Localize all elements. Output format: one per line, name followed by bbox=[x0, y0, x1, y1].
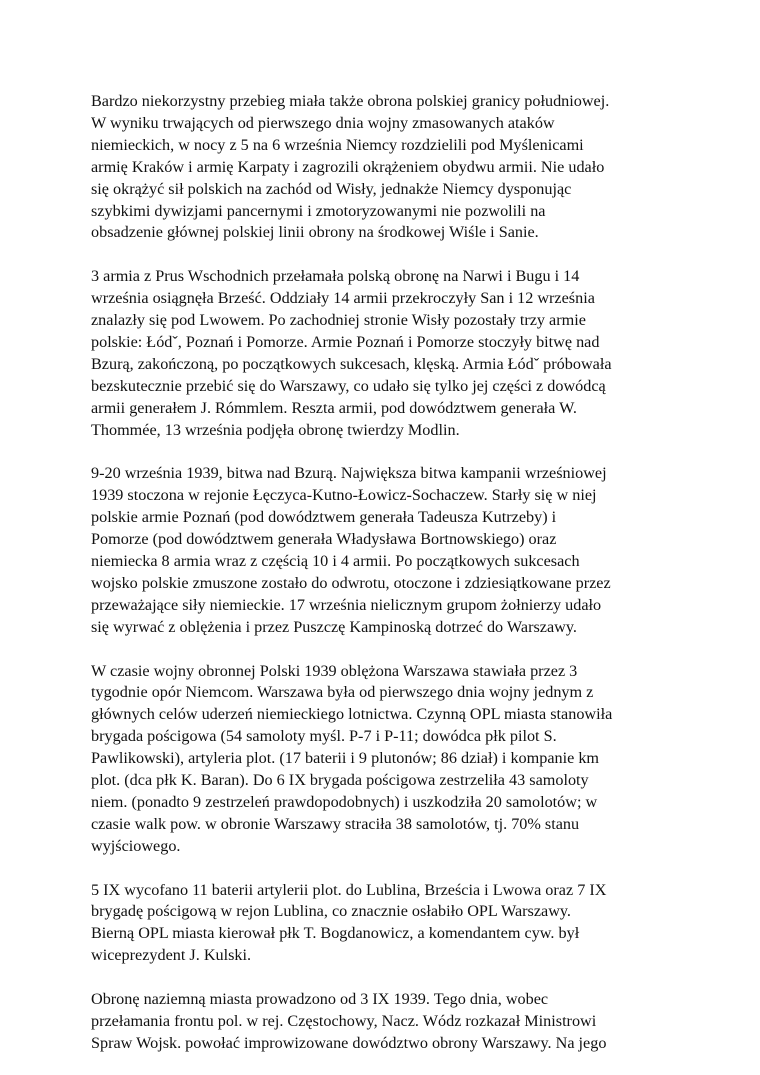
paragraph-1 bbox=[91, 91, 691, 244]
text-line: znalazły się pod Lwowem. Po zachodniej stronie Wisły pozostały trzy armie bbox=[91, 311, 586, 330]
text-line: 3 armia z Prus Wschodnich przełamała polską obronę na Narwi i Bugu i 14 bbox=[91, 267, 580, 286]
text-line: 1939 stoczona w rejonie Łęczyca-Kutno-Łowicz-Sochaczew. Starły się w niej bbox=[91, 486, 597, 505]
text-line: Pawlikowski), artyleria plot. (17 baterii i 9 plutonów; 86 dział) i kompanie km bbox=[91, 749, 600, 768]
text-line: plot. (dca płk K. Baran). Do 6 IX brygada pościgowa zestrzeliła 43 samoloty bbox=[91, 771, 589, 790]
text-line: brygadę pościgową w rejon Lublina, co znacznie osłabiło OPL Warszawy. bbox=[91, 902, 571, 921]
paragraph-5 bbox=[91, 880, 691, 968]
paragraph-6 bbox=[91, 989, 691, 1055]
text-line: Obronę naziemną miasta prowadzono od 3 IX 1939. Tego dnia, wobec bbox=[91, 990, 549, 1009]
paragraph-2 bbox=[91, 266, 691, 441]
text-line: 5 IX wycofano 11 baterii artylerii plot. do Lublina, Brześcia i Lwowa oraz 7 IX bbox=[91, 880, 607, 899]
text-line: bezskutecznie przebić się do Warszawy, co udało się tylko jej części z dowódcą bbox=[91, 376, 606, 395]
text-line: armię Kraków i armię Karpaty i zagrozili okrążeniem obydwu armii. Nie udało bbox=[91, 157, 605, 176]
text-line: Pomorze (pod dowództwem generała Władysława Bortnowskiego) oraz bbox=[91, 530, 557, 549]
text-line: polskie: Łódˇ, Poznań i Pomorze. Armie Poznań i Pomorze stoczyły bitwę nad bbox=[91, 332, 600, 351]
text-line: Thommée, 13 września podjęła obronę twierdzy Modlin. bbox=[91, 420, 460, 439]
text-line: Bardzo niekorzystny przebieg miała także obrona polskiej granicy południowej. bbox=[91, 92, 610, 110]
text-line: września osiągnęła Brześć. Oddziały 14 armii przekroczyły San i 12 września bbox=[91, 289, 595, 308]
text-line: Spraw Wojsk. powołać improwizowane dowództwo obrony Warszawy. Na jego bbox=[91, 1033, 607, 1052]
text-line: 9-20 września 1939, bitwa nad Bzurą. Największa bitwa kampanii wrześniowej bbox=[91, 464, 607, 483]
text-line: W wyniku trwających od pierwszego dnia wojny zmasowanych ataków bbox=[91, 113, 555, 132]
text-line: brygada pościgowa (54 samoloty myśl. P-7 i P-11; dowódca płk pilot S. bbox=[91, 727, 557, 746]
text-line: tygodnie opór Niemcom. Warszawa była od pierwszego dnia wojny jednym z bbox=[91, 683, 594, 702]
text-line: wyjściowego. bbox=[91, 836, 181, 855]
text-line: głównych celów uderzeń niemieckiego lotnictwa. Czynną OPL miasta stanowiła bbox=[91, 705, 613, 724]
text-line: wojsko polskie zmuszone zostało do odwrotu, otoczone i zdziesiątkowane przez bbox=[91, 573, 611, 592]
text-line: wiceprezydent J. Kulski. bbox=[91, 946, 252, 965]
text-line: szybkimi dywizjami pancernymi i zmotoryzowanymi nie pozwolili na bbox=[91, 201, 546, 220]
text-line: armii generałem J. Rómmlem. Reszta armii, pod dowództwem generała W. bbox=[91, 398, 577, 417]
document-body bbox=[91, 91, 691, 1055]
text-line: Bzurą, zakończoną, po początkowych sukcesach, klęską. Armia Łódˇ próbowała bbox=[91, 354, 612, 373]
text-line: polskie armie Poznań (pod dowództwem generała Tadeusza Kutrzeby) i bbox=[91, 508, 557, 527]
text-line: przełamania frontu pol. w rej. Częstochowy, Nacz. Wódz rozkazał Ministrowi bbox=[91, 1011, 597, 1030]
text-line: się wyrwać z oblężenia i przez Puszczę Kampinoską dotrzeć do Warszawy. bbox=[91, 617, 577, 636]
text-line: obsadzenie głównej polskiej linii obrony na środkowej Wiśle i Sanie. bbox=[91, 223, 539, 242]
text-line: W czasie wojny obronnej Polski 1939 oblężona Warszawa stawiała przez 3 bbox=[91, 661, 578, 680]
text-line: się okrążyć sił polskich na zachód od Wisły, jednakże Niemcy dysponując bbox=[91, 179, 572, 198]
text-line: niemieckich, w nocy z 5 na 6 września Niemcy rozdzielili pod Myślenicami bbox=[91, 135, 584, 154]
paragraph-4 bbox=[91, 661, 691, 858]
text-line: niemiecka 8 armia wraz z częścią 10 i 4 armii. Po początkowych sukcesach bbox=[91, 552, 580, 570]
text-line: niem. (ponadto 9 zestrzeleń prawdopodobnych) i uszkodziła 20 samolotów; w bbox=[91, 792, 598, 811]
text-line: Bierną OPL miasta kierował płk T. Bogdanowicz, a komendantem cyw. był bbox=[91, 924, 580, 943]
paragraph-3 bbox=[91, 463, 691, 638]
text-line: czasie walk pow. w obronie Warszawy straciła 38 samolotów, tj. 70% stanu bbox=[91, 814, 580, 833]
text-line: przeważające siły niemieckie. 17 września nielicznym grupom żołnierzy udało bbox=[91, 595, 602, 614]
